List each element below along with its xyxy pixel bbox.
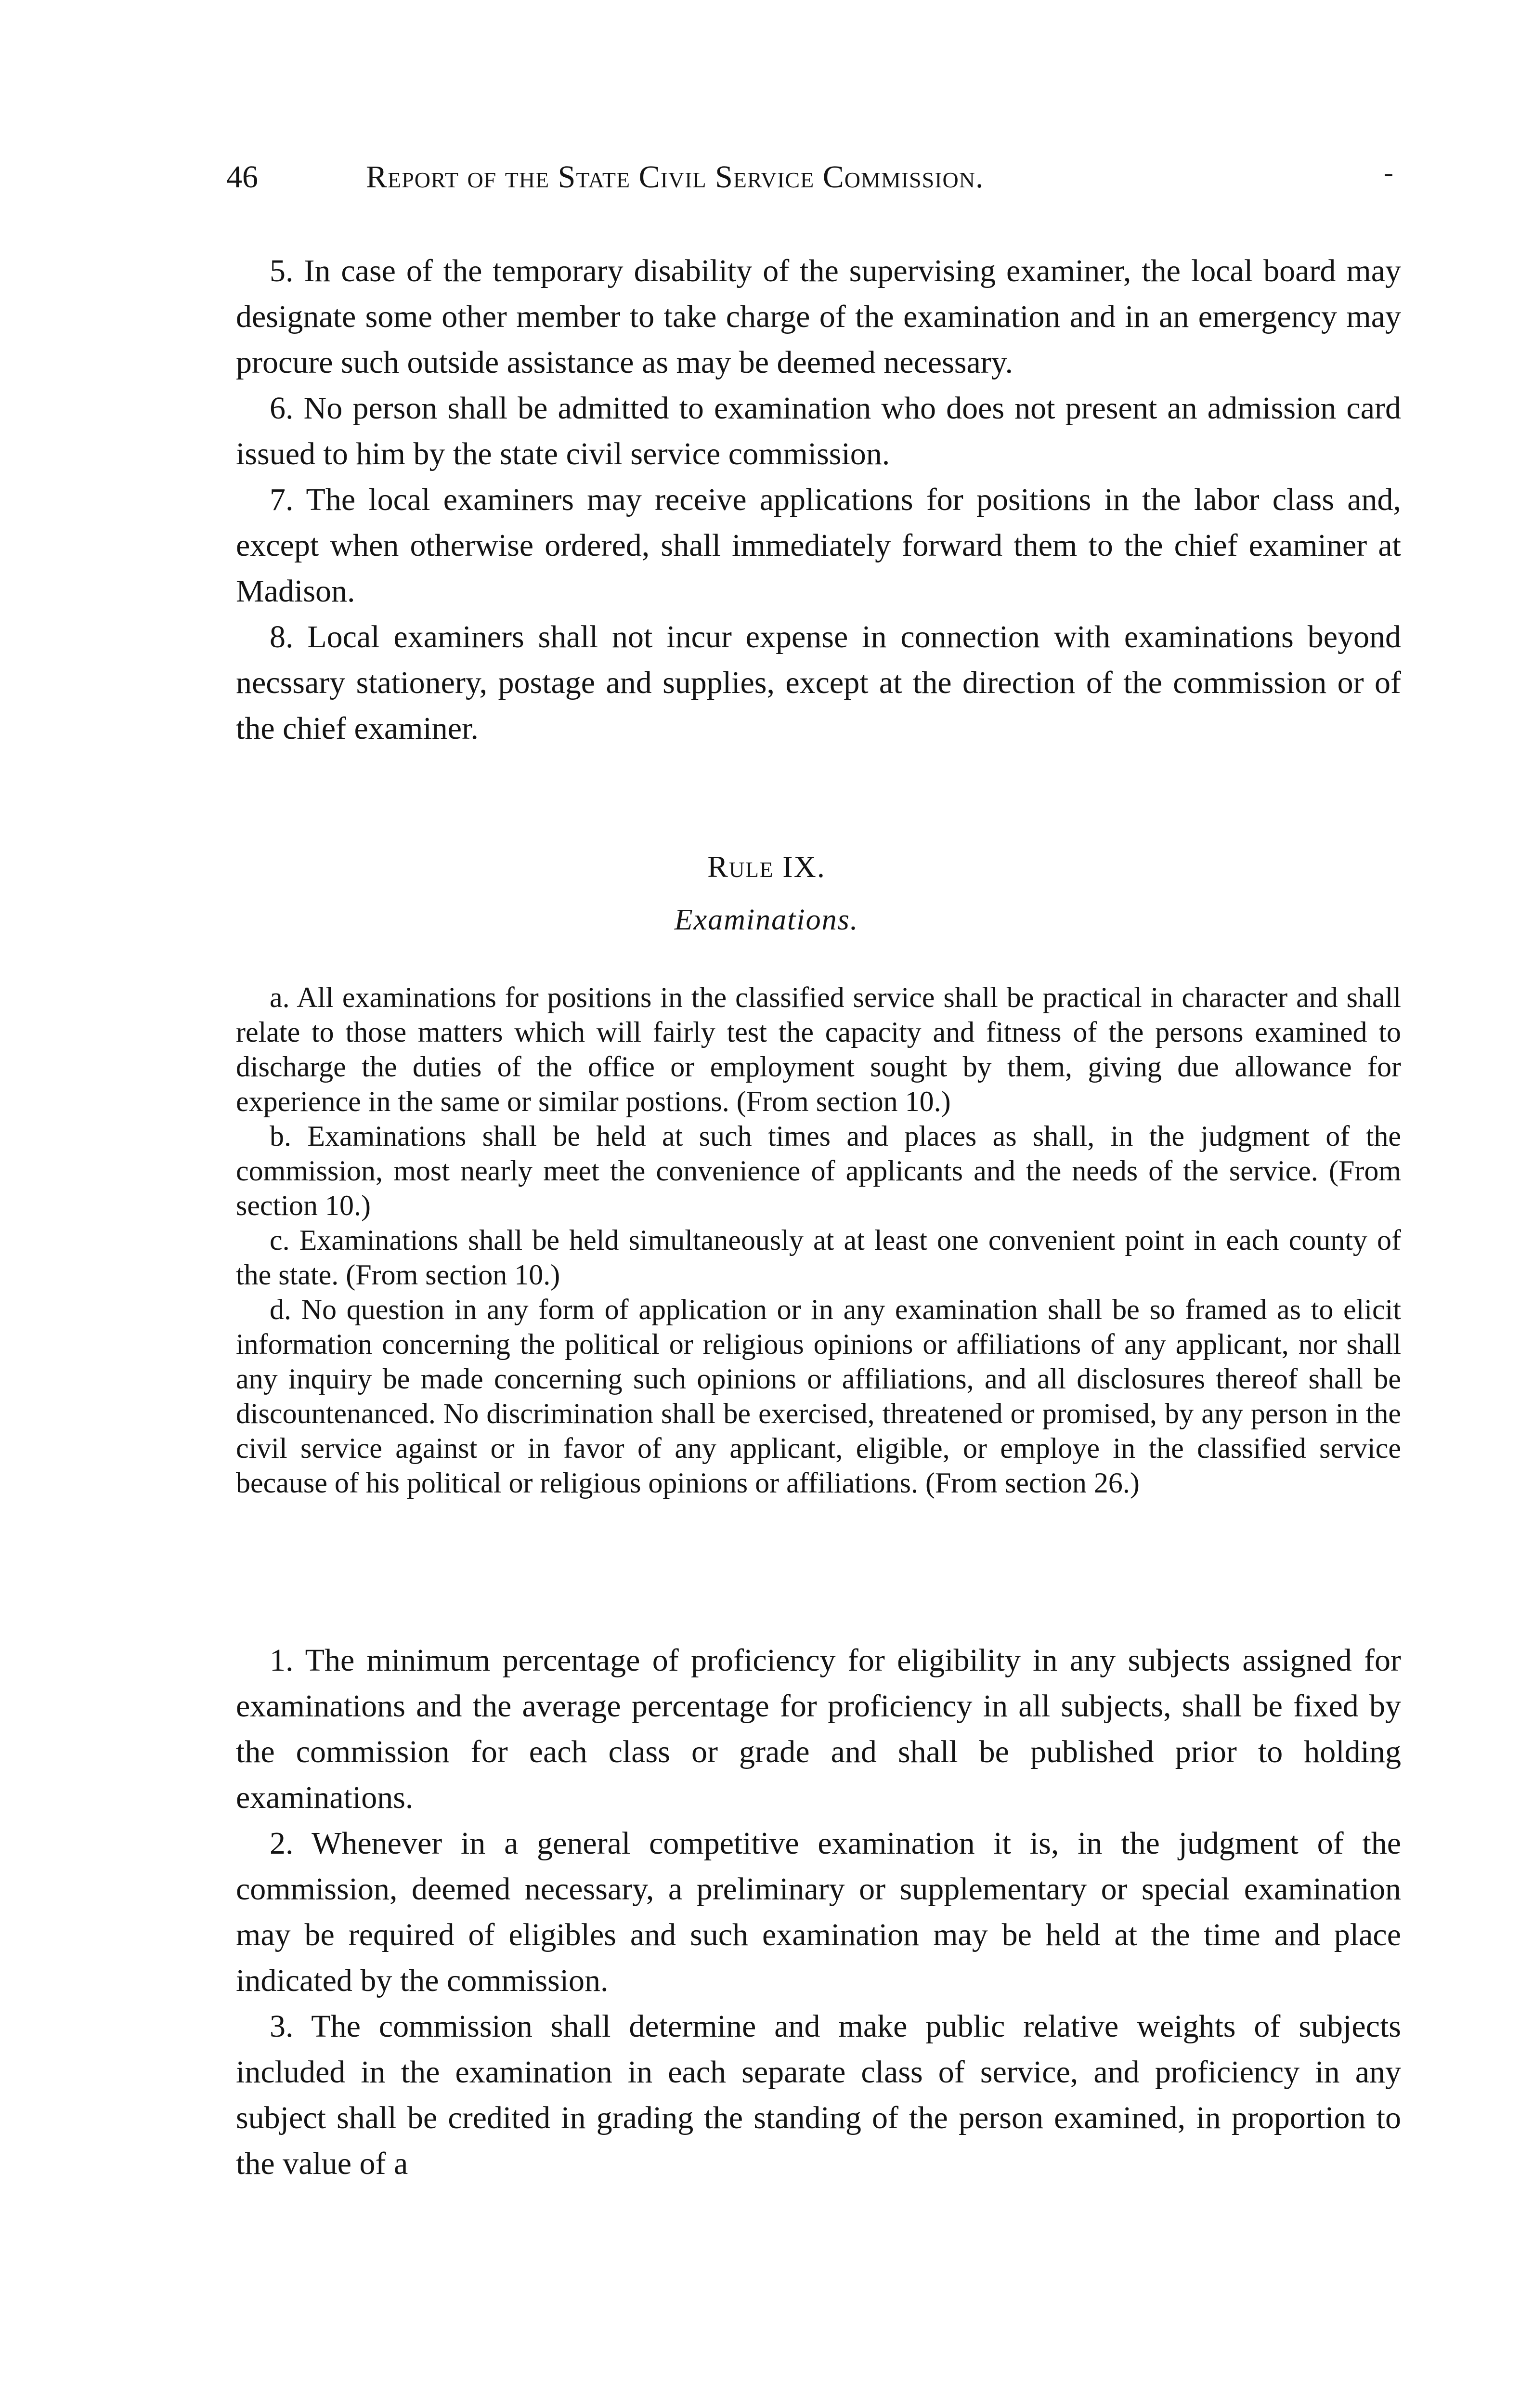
page-number: 46 xyxy=(226,159,258,195)
rule-paragraph-3: 3. The commission shall determine and make public relative weights of subjects included in the examination in each separate class of service, and proficiency in any subject shall be credited in grading the standing of the person examined, in proportion to the value of a xyxy=(236,2009,1401,2181)
local-board-rules xyxy=(236,248,1401,751)
rule-paragraph-8: 8. Local examiners shall not incur expense in connection with examinations beyond necssary stationery, postage and supplies, except at the direction of the commission or of the chief examiner. xyxy=(236,619,1401,746)
section-c: c. Examinations shall be held simultaneously at at least one convenient point in each county of the state. (From section 10.) xyxy=(236,1224,1401,1291)
rule-paragraph-1: 1. The minimum percentage of proficiency for eligibility in any subjects assigned for examinations and the average percentage for proficiency in all subjects, shall be fixed by the commission for each class or grade and shall be published prior to holding examinations. xyxy=(236,1643,1401,1815)
page-header xyxy=(226,153,1411,211)
rule-paragraph-7: 7. The local examiners may receive applications for positions in the labor class and, except when otherwise ordered, shall immediately forward them to the chief examiner at Madison. xyxy=(236,482,1401,609)
running-title: Report of the State Civil Service Commission. xyxy=(366,159,984,195)
rule-paragraph-2: 2. Whenever in a general competitive examination it is, in the judgment of the commission, deemed necessary, a preliminary or supplementary or special examination may be required of eligibles and such examination may be held at the time and place indicated by the commission. xyxy=(236,1826,1401,1998)
rule-heading xyxy=(0,845,1533,942)
rule-title: Rule IX. xyxy=(707,850,826,884)
statutory-sections xyxy=(236,980,1401,1500)
commission-rules xyxy=(236,1637,1401,2186)
rule-paragraph-5: 5. In case of the temporary disability of the supervising examiner, the local board may designate some other member to take charge of the examination and in an emergency may procure such outside assistance as may be deemed necessary. xyxy=(236,253,1401,380)
section-b: b. Examinations shall be held at such times and places as shall, in the judgment of the commission, most nearly meet the convenience of applicants and the needs of the service. (From section 10.) xyxy=(236,1120,1401,1221)
rule-subtitle: Examinations. xyxy=(674,903,859,936)
rule-paragraph-6: 6. No person shall be admitted to examination who does not present an admission card issued to him by the state civil service commission. xyxy=(236,391,1401,471)
corner-mark: - xyxy=(1384,157,1393,188)
section-d: d. No question in any form of application or in any examination shall be so framed as to elicit information concerning the political or religious opinions or affiliations of any applicant, nor shall any inquiry be made concerning such opinions or affiliations, and all disclosures thereof shall be discountenanced. No discrimination shall be exercised, threatened or promised, by any person in the civil service against or in favor of any applicant, eligible, or employe in the classified service because of his political or religious opinions or affiliations. (From section 26.) xyxy=(236,1294,1401,1499)
section-a: a. All examinations for positions in the classified service shall be practical in character and shall relate to those matters which will fairly test the capacity and fitness of the persons examined to discharge the duties of the office or employment sought by them, giving due allowance for experience in the same or similar postions. (From section 10.) xyxy=(236,982,1401,1117)
